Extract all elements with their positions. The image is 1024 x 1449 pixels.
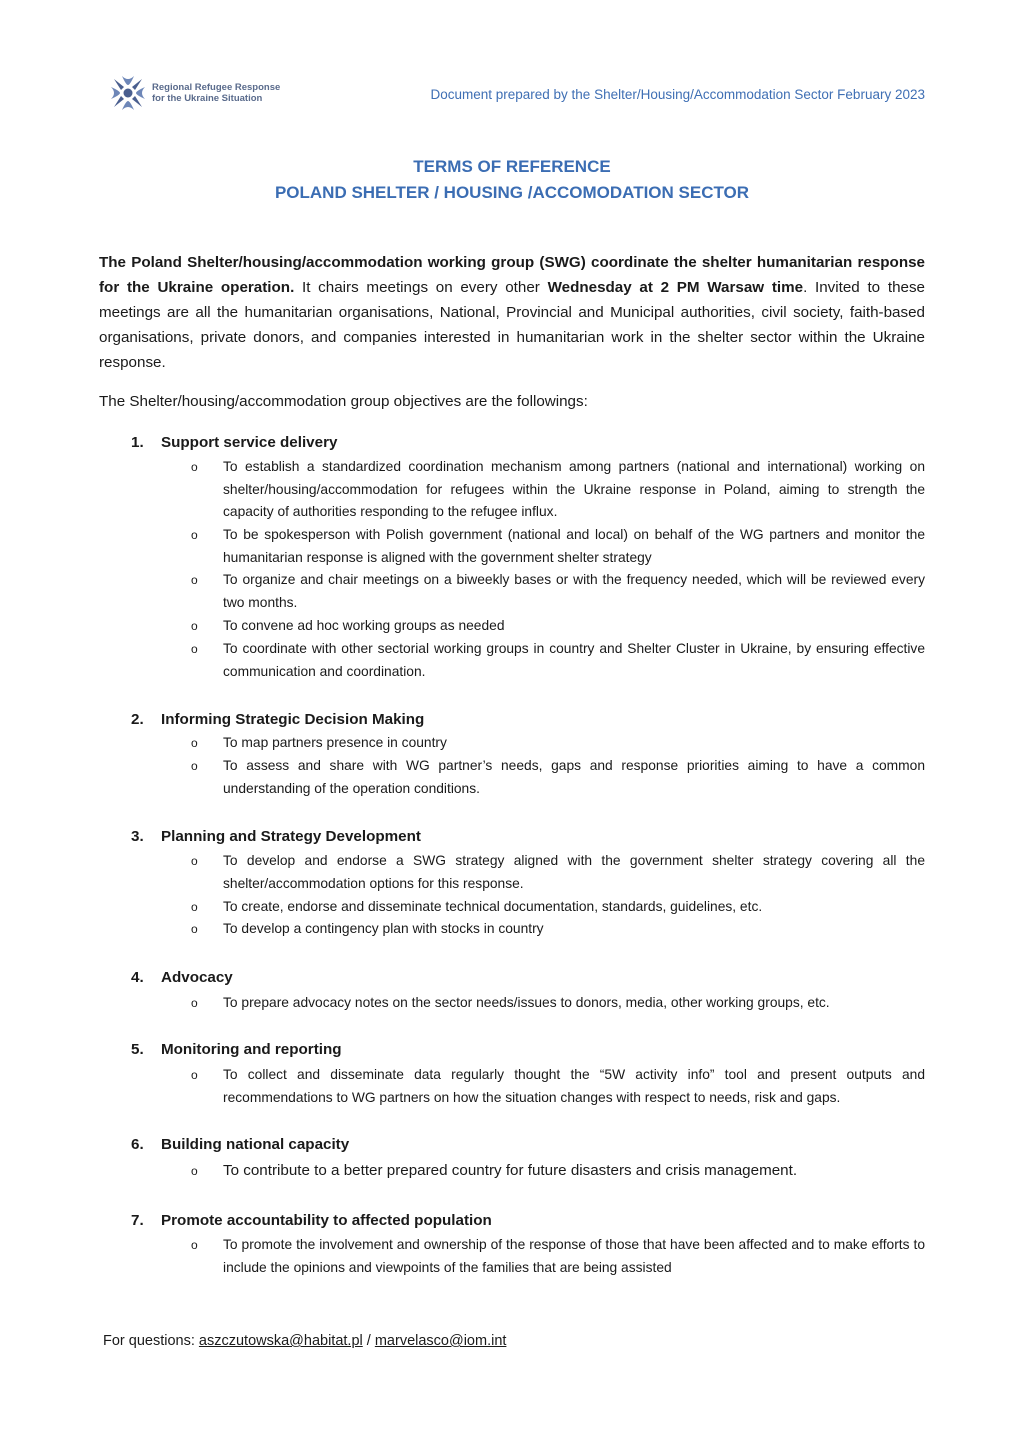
list-item-text: To prepare advocacy notes on the sector needs/issues to donors, media, other working groups, etc. (223, 995, 830, 1010)
document-title-line-1: TERMS OF REFERENCE (413, 157, 611, 176)
list-item-text: To assess and share with WG partner’s needs, gaps and response priorities aiming to have a common understanding of the operation conditions. (223, 758, 925, 796)
footer-separator: / (362, 1333, 375, 1349)
section-heading (131, 1039, 342, 1061)
section-heading (131, 1210, 492, 1232)
bullet-icon: o (191, 573, 198, 587)
section-title: Promote accountability to affected population (161, 1212, 492, 1229)
logo-text (152, 82, 280, 104)
section-title: Informing Strategic Decision Making (161, 711, 425, 728)
list-item (191, 1234, 925, 1279)
list-item (191, 638, 925, 683)
section-heading (131, 432, 337, 454)
list-item-text: To promote the involvement and ownership of the response of those that have been affected and to make efforts to include the opinions and viewpoints of the families that are being assisted (223, 1237, 925, 1275)
list-item-text: To coordinate with other sectorial working groups in country and Shelter Cluster in Ukraine, by ensuring effective communication and coordination. (223, 641, 925, 679)
footer-label: For questions: (103, 1333, 199, 1349)
bullet-icon: o (191, 759, 198, 773)
list-item (191, 456, 925, 524)
list-item (191, 524, 925, 569)
section-title: Support service delivery (161, 434, 338, 451)
list-item (191, 1064, 925, 1109)
section-heading (131, 1134, 349, 1156)
section-number: 1. (131, 434, 144, 451)
intro-paragraph (99, 250, 925, 375)
section-heading (131, 826, 421, 848)
footer-contacts (103, 1330, 506, 1352)
bullet-icon: o (191, 736, 198, 750)
list-item-text: To contribute to a better prepared country for future disasters and crisis management. (223, 1162, 798, 1179)
list-item (191, 918, 925, 941)
intro-text-2: . Invited to these meetings are all the humanitarian organisations, National, Provincial and Municipal authorities, civil society, faith-based organisations, private donors, and companies interested in humanitarian work in the shelter sector within the Ukraine response. (99, 279, 925, 371)
list-item (191, 896, 925, 919)
intro-bold-2: Wednesday at 2 PM Warsaw time (547, 279, 804, 296)
section-heading (131, 709, 424, 731)
list-item-text: To develop a contingency plan with stocks in country (223, 921, 544, 936)
logo-line-2: for the Ukraine Situation (152, 93, 263, 104)
header-note: Document prepared by the Shelter/Housing/Accommodation Sector February 2023 (430, 87, 925, 102)
list-item (191, 732, 925, 755)
bullet-icon: o (191, 642, 198, 656)
section-title: Advocacy (161, 969, 233, 986)
list-item-text: To create, endorse and disseminate technical documentation, standards, guidelines, etc. (223, 899, 763, 914)
intro-bold-1: The Poland Shelter/housing/accommodation working group (SWG) coordinate the shelter humanitarian response for the Ukraine operation. (99, 254, 925, 296)
list-item-text: To convene ad hoc working groups as needed (223, 618, 505, 633)
rrp-logo-icon (108, 73, 148, 113)
list-item-text: To collect and disseminate data regularly thought the “5W activity info” tool and present outputs and recommendations to WG partners on how the situation changes with respect to needs, risk and gaps. (223, 1067, 925, 1105)
list-item (191, 1160, 925, 1183)
section-title: Planning and Strategy Development (161, 828, 421, 845)
section-heading (131, 967, 233, 989)
section-title: Monitoring and reporting (161, 1041, 342, 1058)
document-title-line-2: POLAND SHELTER / HOUSING /ACCOMODATION SECTOR (274, 183, 750, 202)
email-link-iom[interactable]: marvelasco@iom.int (374, 1333, 507, 1349)
section-number: 5. (131, 1041, 144, 1058)
logo-line-1: Regional Refugee Response (152, 82, 281, 93)
list-item-text: To be spokesperson with Polish government (national and local) on behalf of the WG partners and monitor the humanitarian response is aligned with the government shelter strategy (223, 527, 925, 565)
list-item-text: To establish a standardized coordination mechanism among partners (national and international) working on shelter/housing/accommodation for refugees within the Ukraine response in Poland, aiming to strength the capacity of authorities responding to the refugee influx. (223, 459, 925, 519)
section-number: 7. (131, 1212, 144, 1229)
list-item-text: To organize and chair meetings on a biweekly bases or with the frequency needed, which will be reviewed every two months. (223, 572, 925, 610)
bullet-icon: o (191, 1238, 198, 1252)
section-number: 4. (131, 969, 144, 986)
list-item (191, 615, 925, 638)
section-title: Building national capacity (161, 1136, 350, 1153)
email-link-habitat[interactable]: aszczutowska@habitat.pl (198, 1333, 363, 1349)
list-item (191, 992, 925, 1015)
list-item (191, 850, 925, 895)
bullet-icon: o (191, 996, 198, 1010)
objectives-intro: The Shelter/housing/accommodation group objectives are the followings: (99, 393, 588, 410)
bullet-icon: o (191, 1068, 198, 1082)
bullet-icon: o (191, 854, 198, 868)
section-number: 6. (131, 1136, 144, 1153)
logo (108, 72, 288, 114)
section-number: 3. (131, 828, 144, 845)
list-item-text: To develop and endorse a SWG strategy aligned with the government shelter strategy covering all the shelter/accommodation options for this response. (223, 853, 925, 891)
bullet-icon: o (191, 528, 198, 542)
list-item-text: To map partners presence in country (223, 735, 447, 750)
bullet-icon: o (191, 900, 198, 914)
intro-text-1: It chairs meetings on every other (294, 279, 548, 296)
list-item (191, 755, 925, 800)
list-item (191, 569, 925, 614)
bullet-icon: o (191, 922, 198, 936)
bullet-icon: o (191, 1164, 198, 1178)
bullet-icon: o (191, 619, 198, 633)
bullet-icon: o (191, 460, 198, 474)
section-number: 2. (131, 711, 144, 728)
